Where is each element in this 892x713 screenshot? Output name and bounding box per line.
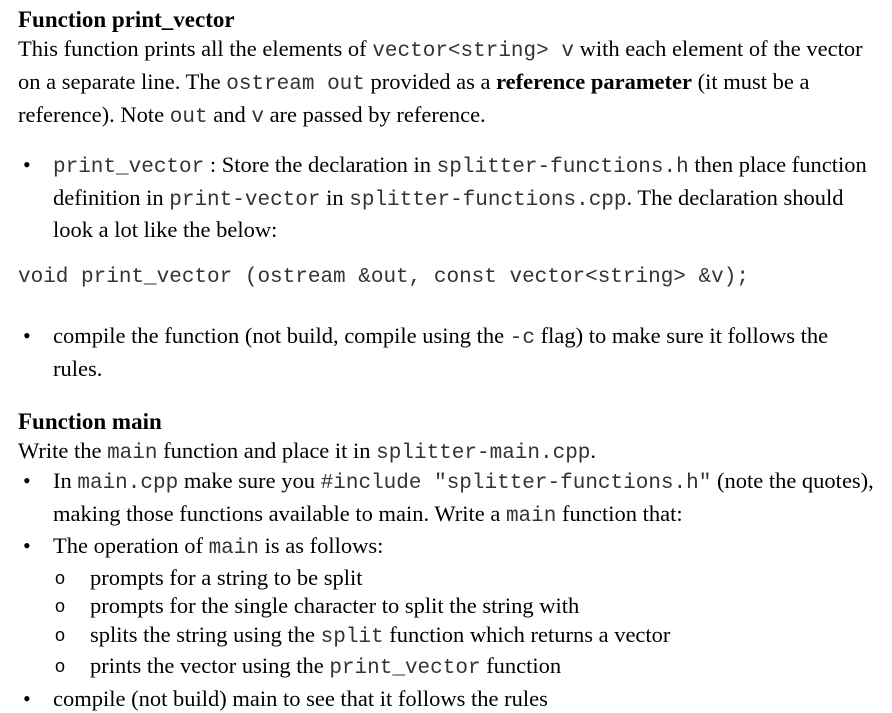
text: splits the string using the — [90, 622, 321, 647]
text: prompts for a string to be split — [90, 565, 362, 590]
main-description — [18, 436, 878, 469]
bold-text: reference parameter — [496, 69, 692, 94]
text: in — [320, 185, 349, 210]
text: prompts for the single character to split the string with — [90, 593, 579, 618]
bullet-icon: • — [23, 684, 31, 713]
list-item — [18, 321, 878, 383]
text: function — [481, 653, 562, 678]
text: function that: — [556, 501, 682, 526]
sub-list-item — [18, 652, 878, 684]
code-text: vector<string> v — [372, 40, 574, 63]
print-vector-section — [18, 6, 878, 133]
text: is as follows: — [259, 533, 383, 558]
declaration-code-line: void print_vector (ostream &out, const vector<string> &v); — [18, 263, 749, 293]
text: . The declaration should look a lot like the below: — [53, 185, 844, 243]
text: compile (not build) main to see that it follows the rules — [53, 686, 548, 711]
code-text: main — [209, 537, 259, 560]
code-text: #include "splitter-functions.h" — [321, 472, 712, 495]
code-text: main — [107, 442, 157, 465]
code-text: main.cpp — [77, 472, 178, 495]
sub-list-item — [18, 592, 878, 621]
text: make sure you — [178, 468, 320, 493]
bullet-icon: • — [23, 150, 31, 180]
code-text: splitter-functions.cpp — [349, 189, 626, 212]
list-item — [18, 531, 878, 684]
bullet-icon: • — [23, 531, 31, 561]
text: The operation of — [53, 533, 209, 558]
code-text: splitter-main.cpp — [376, 442, 590, 465]
code-text: -c — [510, 327, 535, 350]
hollow-bullet-icon: o — [55, 621, 65, 650]
bullet-icon: • — [23, 321, 31, 351]
text: flag) to make sure it follows the rules. — [53, 323, 828, 381]
section-heading-print-vector: Function print_vector — [18, 6, 878, 34]
text: Write the — [18, 438, 107, 463]
text: : Store the declaration in — [204, 152, 436, 177]
code-text: split — [321, 626, 384, 649]
section-heading-main: Function main — [18, 408, 878, 436]
operation-sub-list — [18, 564, 878, 684]
text: . — [590, 438, 596, 463]
text: compile the function (not build, compile using the — [53, 323, 510, 348]
code-text: print_vector — [53, 156, 204, 179]
code-text: main — [506, 505, 556, 528]
text: with each element of the vector on a separate line. The — [18, 36, 863, 94]
list-item — [18, 150, 878, 245]
sub-list-item — [18, 621, 878, 653]
text: provided as a — [365, 69, 496, 94]
compile-bullet-list — [18, 321, 878, 383]
code-text: splitter-functions.h — [437, 156, 689, 179]
text: and — [208, 102, 252, 127]
hollow-bullet-icon: o — [55, 592, 65, 621]
list-item — [18, 684, 878, 713]
list-item — [18, 466, 878, 531]
code-text: print-vector — [169, 189, 320, 212]
text: function which returns a vector — [384, 622, 671, 647]
sub-list-item — [18, 564, 878, 593]
text: function and place it in — [157, 438, 376, 463]
bullet-icon: • — [23, 466, 31, 496]
text: This function prints all the elements of — [18, 36, 372, 61]
text: (it must be a reference). Note — [18, 69, 810, 127]
main-bullet-list — [18, 466, 878, 713]
code-text: v — [251, 106, 264, 129]
print-vector-description — [18, 34, 878, 133]
code-text: print_vector — [329, 657, 480, 680]
hollow-bullet-icon: o — [55, 564, 65, 593]
hollow-bullet-icon: o — [55, 652, 65, 681]
print-vector-bullet-list — [18, 150, 878, 245]
main-section — [18, 408, 878, 469]
text: In — [53, 468, 77, 493]
text: (note the quotes), making those functions available to main. Write a — [53, 468, 874, 526]
text: prints the vector using the — [90, 653, 329, 678]
code-text: out — [170, 106, 208, 129]
code-text: ostream out — [226, 73, 365, 96]
text: are passed by reference. — [264, 102, 486, 127]
text: then place function definition in — [53, 152, 867, 210]
